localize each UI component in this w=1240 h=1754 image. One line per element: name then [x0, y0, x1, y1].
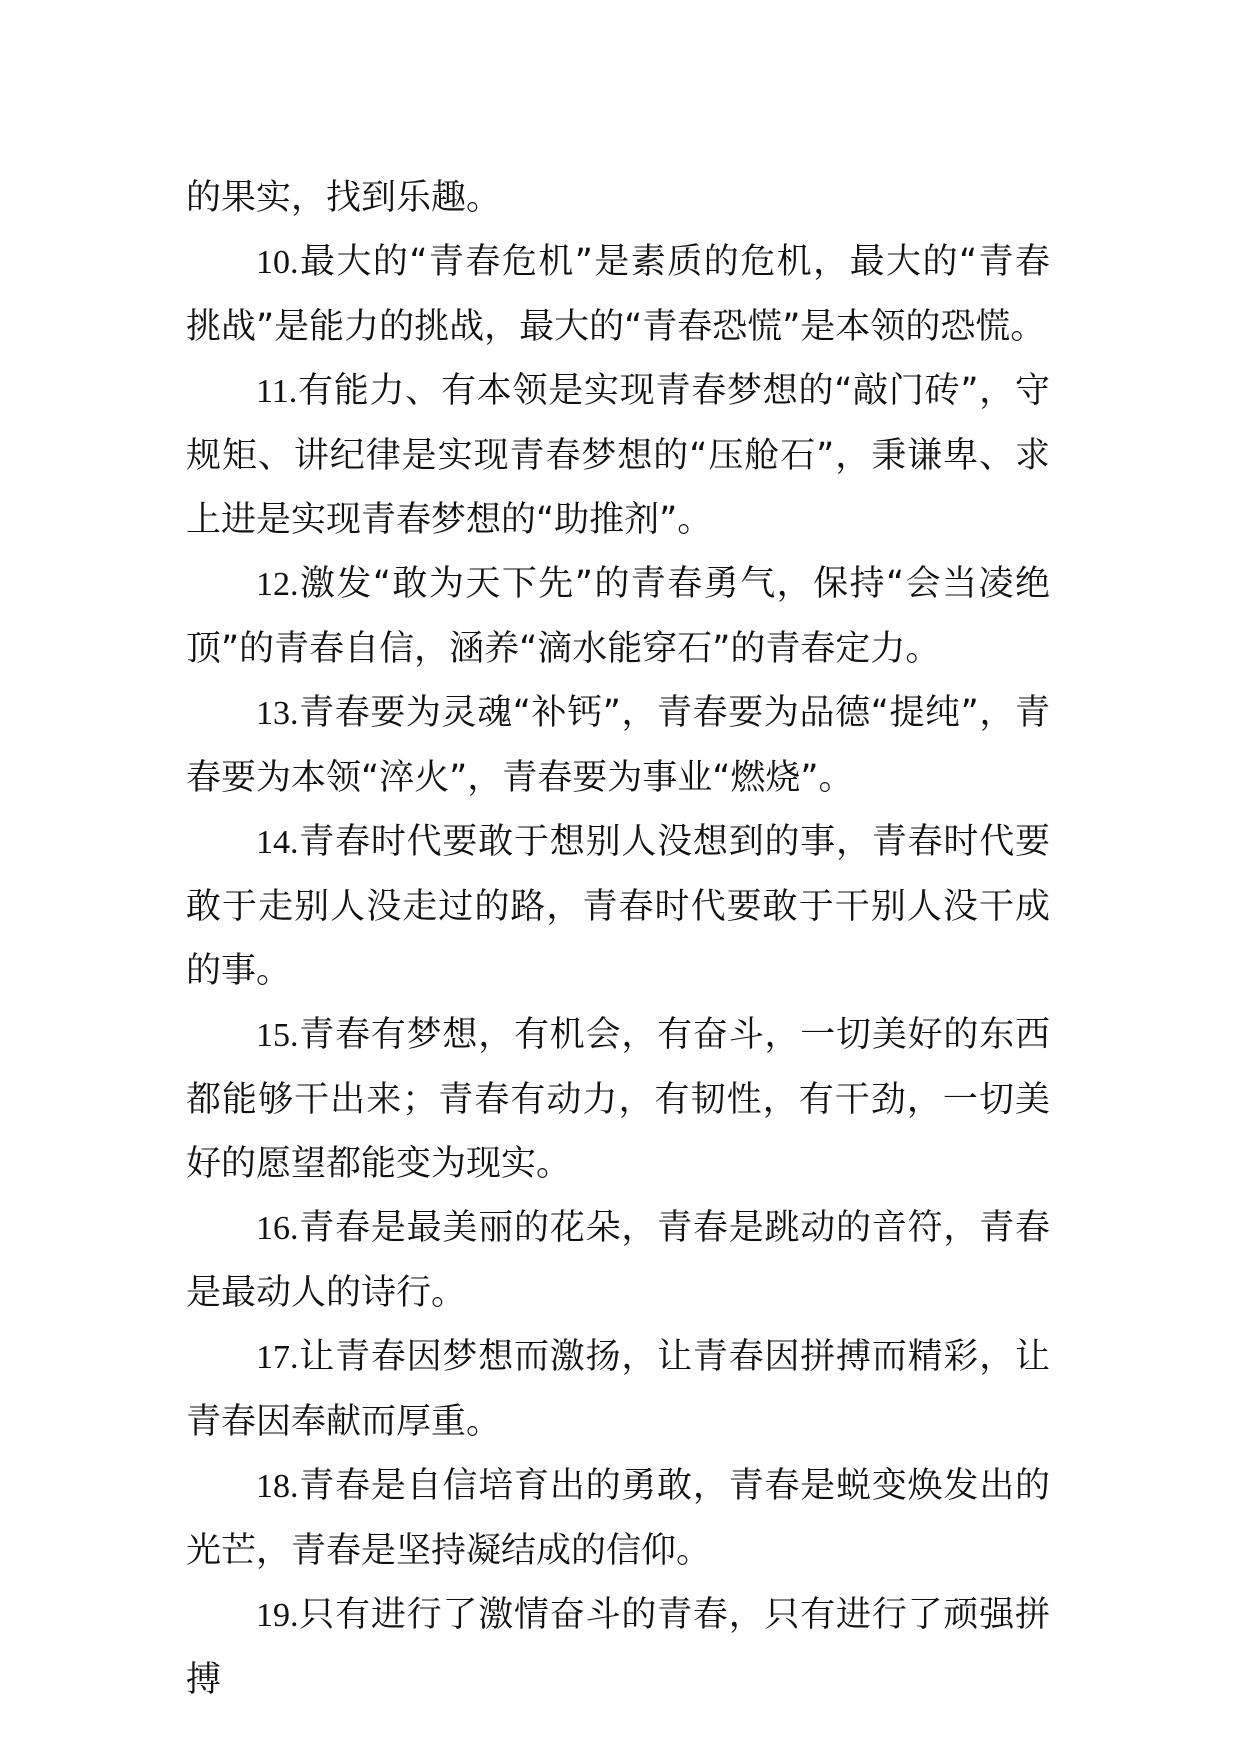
list-item-19: [186, 1583, 1050, 1712]
paragraph-text: 的果实，找到乐趣。: [186, 178, 502, 218]
list-item-13: [186, 681, 1050, 810]
paragraph-text: 青春是自信培育出的勇敢，青春是蜕变焕发出的光芒，青春是坚持凝结成的信仰。: [186, 1466, 1050, 1571]
paragraph-text: 只有进行了激情奋斗的青春，只有进行了顽强拼搏: [186, 1595, 1050, 1700]
item-number: 19.: [256, 1597, 299, 1634]
document-body: [186, 166, 1050, 1712]
paragraph-text: 青春是最美丽的花朵，青春是跳动的音符，青春是最动人的诗行。: [186, 1208, 1050, 1313]
item-number: 16.: [256, 1210, 299, 1247]
list-item-11: [186, 359, 1050, 552]
paragraph-text: 青春有梦想，有机会，有奋斗，一切美好的东西都能够干出来；青春有动力，有韧性，有干劲，一切美好的愿望都能变为现实。: [186, 1015, 1050, 1184]
item-number: 17.: [256, 1339, 299, 1376]
item-number: 18.: [256, 1468, 299, 1505]
list-item-14: [186, 810, 1050, 1003]
paragraph-text: 有能力、有本领是实现青春梦想的“敲门砖”，守规矩、讲纪律是实现青春梦想的“压舱石”，秉谦卑、求上进是实现青春梦想的“助推剂”。: [186, 371, 1050, 540]
paragraph-text: 青春时代要敢于想别人没想到的事，青春时代要敢于走别人没走过的路，青春时代要敢于干别人没干成的事。: [186, 822, 1050, 991]
paragraph-continued: [186, 166, 1050, 230]
paragraph-text: 激发“敢为天下先”的青春勇气，保持“会当凌绝顶”的青春自信，涵养“滴水能穿石”的青春定力。: [186, 564, 1050, 669]
paragraph-text: 青春要为灵魂“补钙”，青春要为品德“提纯”，青春要为本领“淬火”，青春要为事业“燃烧”。: [186, 693, 1050, 798]
paragraph-text: 让青春因梦想而激扬，让青春因拼搏而精彩，让青春因奉献而厚重。: [186, 1337, 1050, 1442]
list-item-16: [186, 1196, 1050, 1325]
list-item-15: [186, 1003, 1050, 1196]
item-number: 15.: [256, 1017, 299, 1054]
list-item-18: [186, 1454, 1050, 1583]
item-number: 14.: [256, 824, 299, 861]
list-item-12: [186, 552, 1050, 681]
item-number: 11.: [256, 373, 298, 410]
item-number: 12.: [256, 566, 299, 603]
list-item-10: [186, 230, 1050, 359]
item-number: 13.: [256, 695, 299, 732]
paragraph-text: 最大的“青春危机”是素质的危机，最大的“青春挑战”是能力的挑战，最大的“青春恐慌”是本领的恐慌。: [186, 242, 1050, 347]
item-number: 10.: [256, 244, 299, 281]
list-item-17: [186, 1325, 1050, 1454]
